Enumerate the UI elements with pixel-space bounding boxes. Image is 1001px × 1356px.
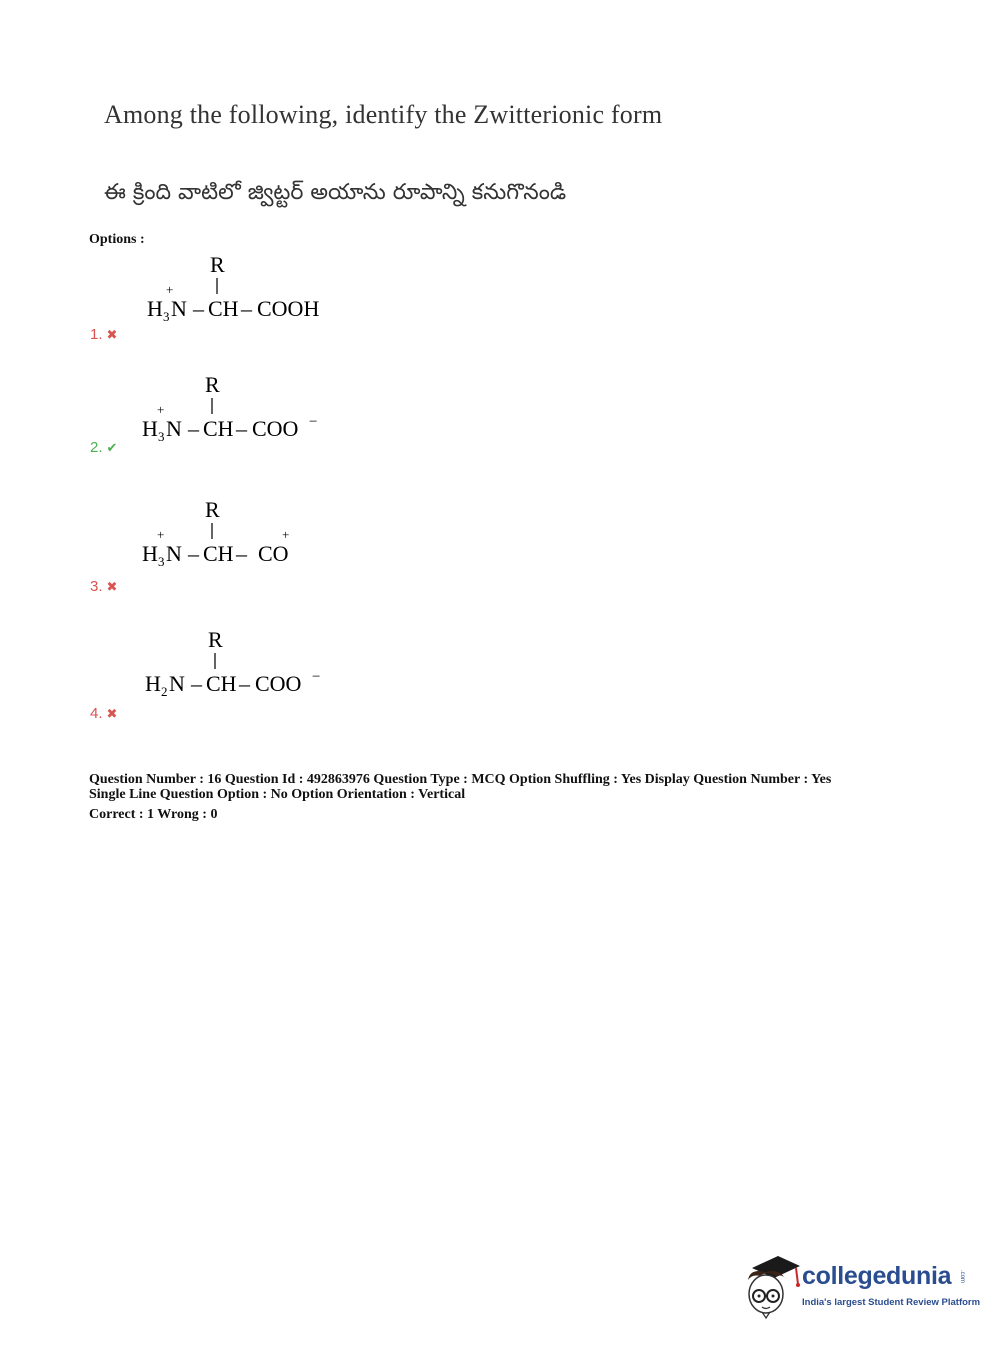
option-3-number [90,578,117,595]
question-english: Among the following, identify the Zwitterionic form [104,100,663,129]
h-atom: H [142,416,158,441]
option-4-structure [138,625,358,705]
dash: – [239,671,250,696]
r-group: R [205,372,220,397]
charge-plus: + [282,527,290,542]
meta-line-3: Correct : 1 Wrong : 0 [89,807,218,822]
h-subscript: 3 [163,309,170,324]
dash: – [193,296,204,321]
ch-group: CH [203,541,234,566]
n-atom: N [169,671,185,696]
option-number: 3. [90,578,103,595]
h-subscript: 2 [161,684,168,699]
check-icon: ✔ [106,440,118,455]
mascot-icon [740,1250,802,1320]
ch-group: CH [203,416,234,441]
option-number: 1. [90,326,103,343]
charge-minus: − [312,669,321,685]
h-subscript: 3 [158,429,165,444]
right-group: CO [258,541,289,566]
logo-com: .com [959,1270,965,1284]
right-group: COO [252,416,299,441]
option-4-number [90,705,117,722]
charge-plus: + [166,282,174,297]
meta-line-1: Question Number : 16 Question Id : 492863976 Question Type : MCQ Option Shuffling : Yes Display Question Number : Yes [89,772,832,787]
logo-tagline: India's largest Student Review Platform [802,1297,981,1308]
cross-icon: ✖ [106,579,118,594]
option-2-number [90,439,117,456]
ch-group: CH [206,671,237,696]
option-number: 4. [90,705,103,722]
ch-group: CH [208,296,239,321]
logo-name: collegedunia [802,1262,952,1290]
h-atom: H [145,671,161,696]
option-3-formula [135,495,355,569]
right-group: COO [255,671,302,696]
n-atom: N [166,541,182,566]
option-4-formula [138,625,358,700]
h-atom: H [142,541,158,566]
dash: – [188,541,199,566]
h-atom: H [147,296,163,321]
option-number: 2. [90,439,103,456]
n-atom: N [166,416,182,441]
dash: – [236,416,247,441]
charge-plus: + [157,527,165,542]
right-group: COOH [257,296,320,321]
charge-plus: + [157,402,165,417]
collegedunia-logo [740,1250,981,1320]
option-3-structure [135,495,355,570]
r-group: R [210,252,225,277]
option-1-structure [140,250,360,325]
option-1-number [90,326,117,343]
meta-line-2: Single Line Question Option : No Option Orientation : Vertical [89,787,466,802]
option-2-structure [135,370,355,445]
dash: – [241,296,252,321]
charge-minus: − [309,414,318,430]
dash: – [191,671,202,696]
dash: – [236,541,247,566]
h-subscript: 3 [158,554,165,569]
option-2-formula [135,370,355,444]
cross-icon: ✖ [106,327,118,342]
dash: – [188,416,199,441]
r-group: R [208,627,223,652]
question-meta [89,772,831,822]
r-group: R [205,497,220,522]
question-telugu: ఈ క్రింది వాటిలో జ్విట్టర్ అయాను రూపాన్ని కనుగొనండి [104,180,567,205]
options-label: Options : [89,232,145,247]
option-1-formula [140,250,360,324]
cross-icon: ✖ [106,706,118,721]
n-atom: N [171,296,187,321]
